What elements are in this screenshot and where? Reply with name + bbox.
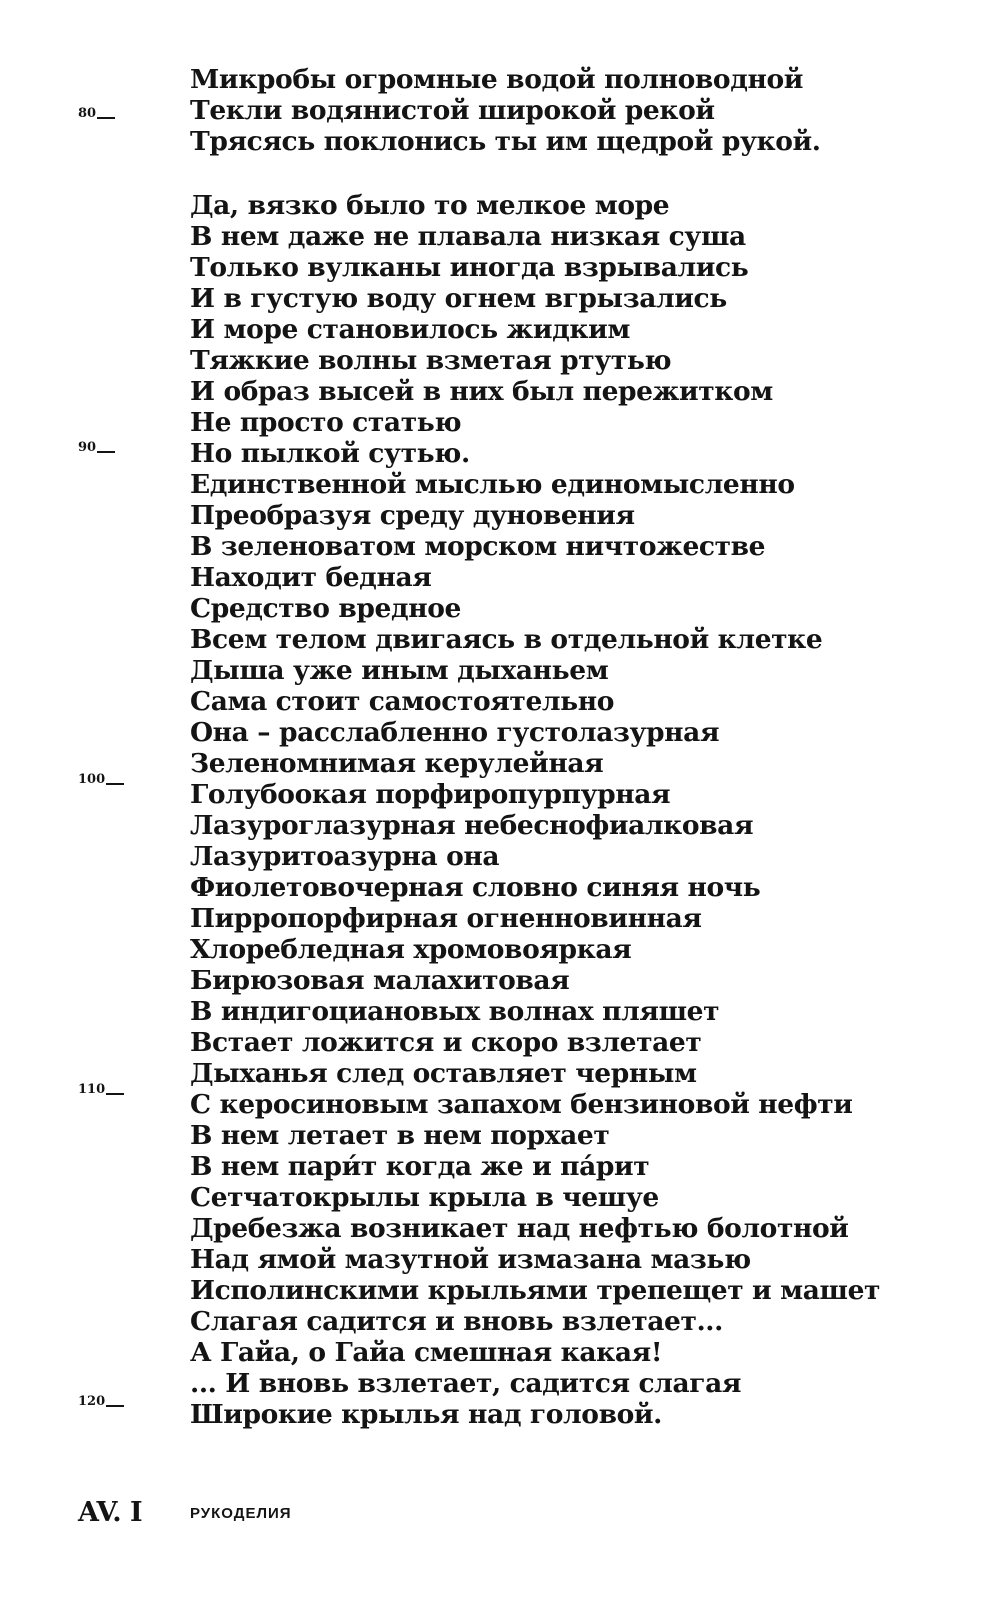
poem-line: Встает ложится и скоро взлетает: [190, 1027, 702, 1058]
line-number-120: 120: [78, 1394, 124, 1410]
poem-line: Дребезжа возникает над нефтью болотной: [190, 1213, 849, 1244]
poem-line: Исполинскими крыльями трепещет и машет: [190, 1275, 881, 1306]
poem-line: Голубоокая порфиропурпурная: [190, 779, 671, 810]
poem-line: С керосиновым запахом бензиновой нефти: [190, 1089, 853, 1120]
poem-line: Пирропорфирная огненновинная: [190, 903, 702, 934]
poem-line: Средство вредное: [190, 593, 462, 624]
poem-line: Находит бедная: [190, 562, 432, 593]
poem-line: Трясясь поклонись ты им щедрой рукой.: [190, 126, 821, 157]
poem-line: Сама стоит самостоятельно: [190, 686, 615, 717]
poem-line: Фиолетовочерная словно синяя ночь: [190, 872, 761, 903]
poem-line: В нем летает в нем порхает: [190, 1120, 610, 1151]
poem-line: Хлоребледная хромовояркая: [190, 934, 632, 965]
poem-line: Не просто статью: [190, 407, 462, 438]
line-number-110: 110: [78, 1082, 124, 1098]
poem-line: Бирюзовая малахитовая: [190, 965, 570, 996]
poem-line: Всем телом двигаясь в отдельной клетке: [190, 624, 823, 655]
poem-line: В зеленоватом морском ничтожестве: [190, 531, 766, 562]
poem-line: Зеленомнимая керулейная: [190, 748, 604, 779]
poem-line: Слагая садится и вновь взлетает...: [190, 1306, 723, 1337]
poem-line: Над ямой мазутной измазана мазью: [190, 1244, 751, 1275]
poem-line: Она – расслабленно густолазурная: [190, 717, 720, 748]
poem-line: Дыша уже иным дыханьем: [190, 655, 609, 686]
line-number-100: 100: [78, 772, 124, 788]
poem-line: Сетчатокрылы крыла в чешуе: [190, 1182, 659, 1213]
section-title: РУКОДЕЛИЯ: [190, 1505, 292, 1522]
poem-line: И образ высей в них был пережитком: [190, 376, 773, 407]
poem-line: Широкие крылья над головой.: [190, 1399, 662, 1430]
poem-line: Лазуроглазурная небеснофиалковая: [190, 810, 754, 841]
poem-line: В индигоциановых волнах пляшет: [190, 996, 720, 1027]
line-number-80: 80: [78, 106, 115, 122]
poem-line: И в густую воду огнем вгрызались: [190, 283, 727, 314]
poem-line: Дыханья след оставляет черным: [190, 1058, 697, 1089]
poem-line: Только вулканы иногда взрывались: [190, 252, 749, 283]
poem-line: ... И вновь взлетает, садится слагая: [190, 1368, 742, 1399]
poem-line: Единственной мыслью единомысленно: [190, 469, 795, 500]
line-number-90: 90: [78, 440, 115, 456]
volume-label: AV. I: [78, 1497, 143, 1528]
poem-line: В нем даже не плавала низкая суша: [190, 221, 746, 252]
poem-line: Да, вязко было то мелкое море: [190, 190, 670, 221]
poem-line: Лазуритоазурна она: [190, 841, 500, 872]
poem-line: И море становилось жидким: [190, 314, 631, 345]
poem-line: А Гайа, о Гайа смешная какая!: [190, 1337, 663, 1368]
poem-line: В нем пари́т когда же и па́рит: [190, 1151, 650, 1182]
poem-line: Текли водянистой широкой рекой: [190, 95, 715, 126]
poem-line: Микробы огромные водой полноводной: [190, 64, 803, 95]
poem-line: Но пылкой сутью.: [190, 438, 470, 469]
poem-line: Преобразуя среду дуновения: [190, 500, 635, 531]
poem-line: Тяжкие волны взметая ртутью: [190, 345, 672, 376]
